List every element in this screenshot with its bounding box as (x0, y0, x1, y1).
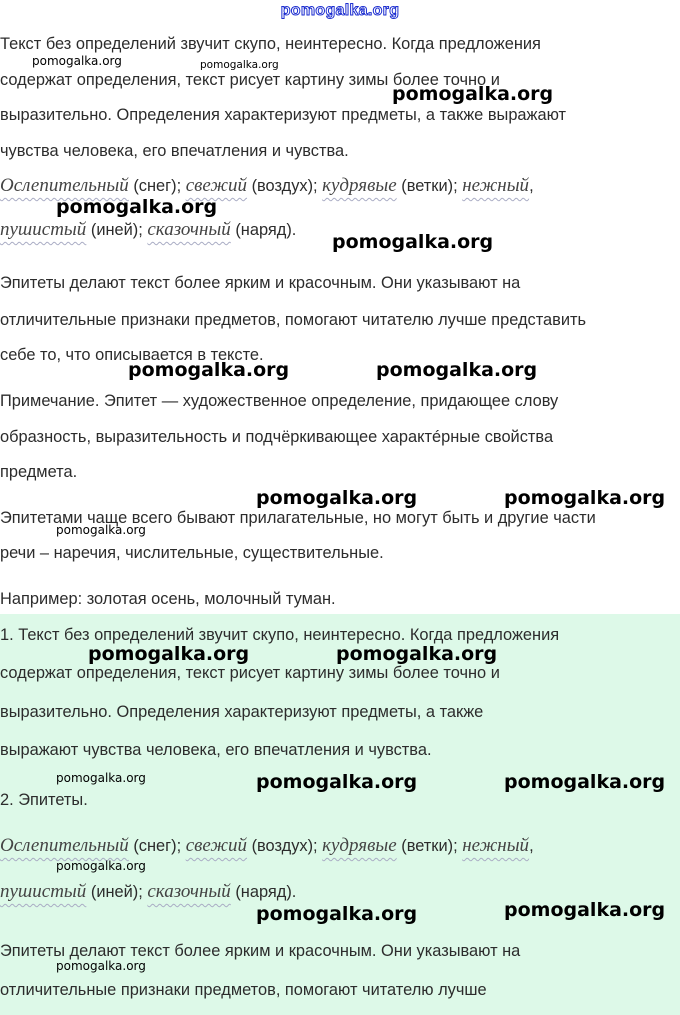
epithet-word: нежный (462, 835, 530, 856)
answer-line: отличительные признаки предметов, помогают читателю лучше (0, 981, 487, 999)
epithet-noun: (наряд). (230, 221, 297, 239)
answer-line: Эпитеты делают текст более ярким и красочным. Они указывают на (0, 942, 521, 960)
text-line: предмета. (0, 463, 78, 481)
text-line: Эпитетами чаще всего бывают прилагательные, но могут быть и другие части (0, 509, 596, 527)
watermark: pomogalka.org (332, 231, 494, 253)
watermark: pomogalka.org (56, 523, 146, 537)
epithet-word: свежий (185, 175, 248, 196)
epithet-noun: (ветки); (396, 177, 463, 195)
epithet-word: пушистый (0, 219, 87, 240)
watermark: pomogalka.org (128, 359, 290, 381)
text-line: речи – наречия, числительные, существительные. (0, 544, 384, 562)
text-line: содержат определения, текст рисует картину зимы более точно и (0, 71, 500, 89)
watermark: pomogalka.org (56, 859, 146, 873)
epithet-word: Ослепительный (0, 175, 129, 196)
epithet-word: кудрявые (322, 835, 397, 856)
epithet-noun: (снег); (128, 177, 186, 195)
epithet-noun: (иней); (86, 221, 148, 239)
watermark: pomogalka.org (56, 959, 146, 973)
text-line: Например: золотая осень, молочный туман. (0, 590, 336, 608)
text-line: выразительно. Определения характеризуют предметы, а также выражают (0, 106, 567, 124)
epithet-word: сказочный (147, 881, 231, 902)
text-line: Примечание. Эпитет — художественное определение, придающее слову (0, 392, 559, 410)
site-title[interactable]: pomogalka.org (280, 2, 400, 19)
text-line: Текст без определений звучит скупо, неинтересно. Когда предложения (0, 35, 541, 53)
text-line: образность, выразительность и подчёркивающее характéрные свойства (0, 428, 554, 446)
watermark: pomogalka.org (256, 771, 418, 793)
epithet-word: Ослепительный (0, 835, 129, 856)
text-line: чувства человека, его впечатления и чувства. (0, 142, 349, 160)
answer-line: выражают чувства человека, его впечатления и чувства. (0, 741, 432, 759)
text-line: Эпитеты делают текст более ярким и красочным. Они указывают на (0, 274, 521, 292)
epithet-word: нежный (462, 175, 530, 196)
watermark: pomogalka.org (336, 643, 498, 665)
watermark: pomogalka.org (392, 83, 554, 105)
watermark: pomogalka.org (256, 487, 418, 509)
epithet-line: Ослепительный (снег); свежий (воздух); кудрявые (ветки); нежный, (0, 175, 534, 196)
epithet-noun: (снег); (128, 837, 186, 855)
watermark: pomogalka.org (504, 487, 666, 509)
epithet-line: Ослепительный (снег); свежий (воздух); кудрявые (ветки); нежный, (0, 835, 534, 856)
epithet-word: свежий (185, 835, 248, 856)
watermark: pomogalka.org (256, 903, 418, 925)
watermark: pomogalka.org (200, 59, 279, 71)
epithet-word: кудрявые (322, 175, 397, 196)
epithet-word: пушистый (0, 881, 87, 902)
epithet-line (0, 220, 296, 240)
watermark: pomogalka.org (88, 643, 250, 665)
answer-line: 2. Эпитеты. (0, 791, 88, 809)
text-line: отличительные признаки предметов, помогают читателю лучше представить (0, 311, 587, 329)
epithet-noun: (воздух); (247, 837, 323, 855)
answer-line: 1. Текст без определений звучит скупо, неинтересно. Когда предложения (0, 626, 560, 644)
epithet-line (0, 882, 296, 902)
watermark: pomogalka.org (56, 196, 218, 218)
watermark: pomogalka.org (504, 771, 666, 793)
text-line: себе то, что описывается в тексте. (0, 346, 264, 364)
answer-line: выразительно. Определения характеризуют предметы, а также (0, 703, 484, 721)
watermark: pomogalka.org (56, 771, 146, 785)
epithet-noun: (воздух); (247, 177, 323, 195)
epithet-noun: (наряд). (230, 883, 297, 901)
watermark: pomogalka.org (504, 899, 666, 921)
watermark: pomogalka.org (376, 359, 538, 381)
epithet-noun: (иней); (86, 883, 148, 901)
answer-line: содержат определения, текст рисует картину зимы более точно и (0, 664, 500, 682)
watermark: pomogalka.org (32, 54, 122, 68)
epithet-noun: (ветки); (396, 837, 463, 855)
epithet-word: сказочный (147, 219, 231, 240)
